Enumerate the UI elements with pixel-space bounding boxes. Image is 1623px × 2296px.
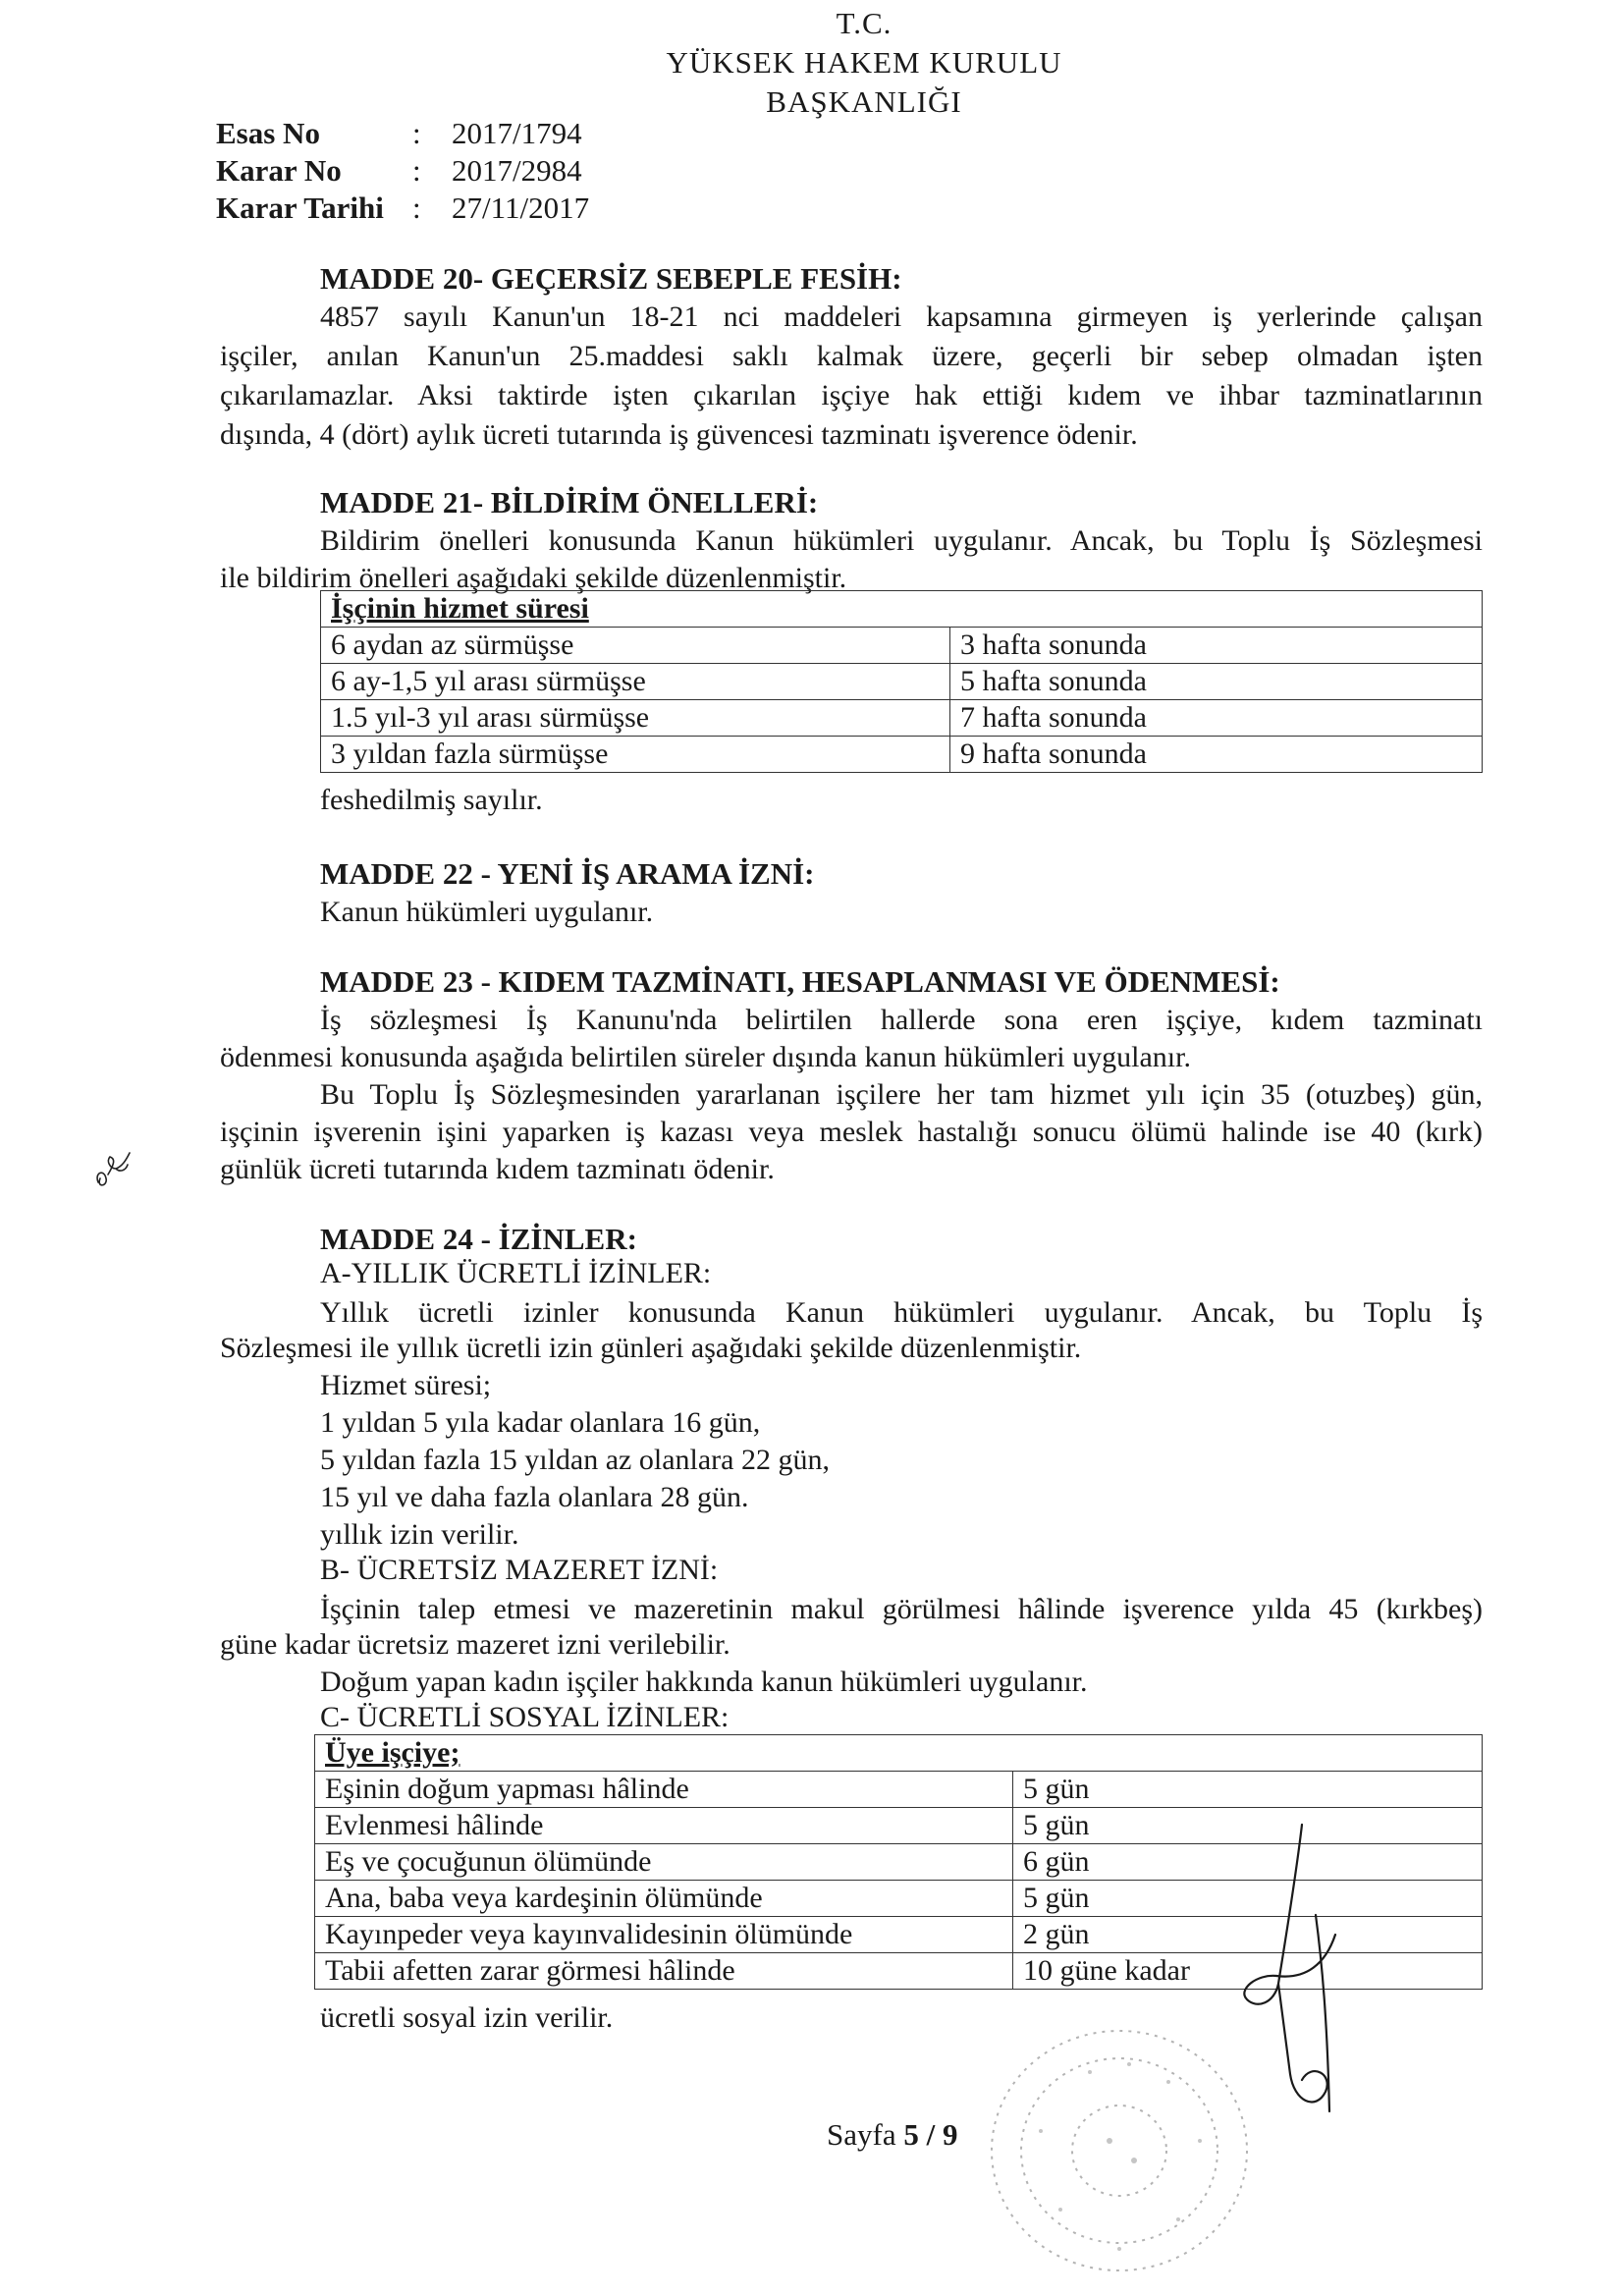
m20-line: çıkarılamazlar. Aksi taktirde işten çıkarılan işçiye hak ettiği kıdem ve ihbar tazminatlarının [220,379,1483,411]
table-row [321,664,1483,700]
meta-value: 2017/1794 [452,116,582,150]
m24-b-line: Doğum yapan kadın işçiler hakkında kanun hükümleri uygulanır. [320,1666,1088,1698]
margin-initials-mark [86,1139,145,1198]
table-cell-reason: Tabii afetten zarar görmesi hâlinde [315,1953,1013,1990]
m24-a-line: Sözleşmesi ile yıllık ücretli izin günleri aşağıdaki şekilde düzenlenmiştir. [220,1332,1082,1364]
meta-label: Karar Tarihi [216,191,384,225]
header-tc: T.C. [836,6,893,40]
m20-heading: MADDE 20- GEÇERSİZ SEBEPLE FESİH: [320,261,902,296]
table-header-row [315,1735,1483,1772]
meta-esas-no [216,116,582,151]
meta-sep: : [412,153,421,188]
m22-text: Kanun hükümleri uygulanır. [320,896,654,928]
m21-line: Bildirim önelleri konusunda Kanun hükümleri uygulanır. Ancak, bu Toplu İş Sözleşmesi [320,524,1483,557]
m22-heading: MADDE 22 - YENİ İŞ ARAMA İZNİ: [320,856,815,891]
table-cell-days: 5 gün [1013,1808,1483,1844]
m24-b-line: güne kadar ücretsiz mazeret izni verilebilir. [220,1628,730,1661]
m24-heading: MADDE 24 - İZİNLER: [320,1222,637,1256]
table-row [321,737,1483,773]
m23-line: ödenmesi konusunda aşağıda belirtilen süreler dışında kanun hükümleri uygulanır. [220,1041,1191,1073]
m24-a-title: A-YILLIK ÜCRETLİ İZİNLER: [320,1257,712,1289]
meta-karar-tarihi [216,191,589,226]
table-cell-reason: Eşinin doğum yapması hâlinde [315,1772,1013,1808]
m20-line: 4857 sayılı Kanun'un 18-21 nci maddeleri kapsamına girmeyen iş yerlerinde çalışan [320,301,1483,333]
m23-line: Bu Toplu İş Sözleşmesinden yararlanan işçilere her tam hizmet yılı için 35 (otuzbeş) gün, [320,1078,1483,1111]
m24-a-line: yıllık izin verilir. [320,1518,519,1551]
table-cell-duration: 3 yıldan fazla sürmüşse [321,737,950,773]
meta-label: Esas No [216,116,320,150]
m24-b-line: İşçinin talep etmesi ve mazeretinin makul görülmesi hâlinde işverence yılda 45 (kırkbeş) [320,1593,1483,1625]
m24-a-line: Hizmet süresi; [320,1369,492,1401]
m24-b-title: B- ÜCRETSİZ MAZERET İZNİ: [320,1554,719,1586]
table-header-cell [321,591,1483,628]
table-cell-reason: Evlenmesi hâlinde [315,1808,1013,1844]
table-cell-reason: Ana, baba veya kardeşinin ölümünde [315,1881,1013,1917]
m24-a-line: 5 yıldan fazla 15 yıldan az olanlara 22 gün, [320,1444,830,1476]
meta-label: Karar No [216,153,342,188]
table-cell-days: 5 gün [1013,1772,1483,1808]
table-header-text: Üye işçiye; [325,1736,460,1769]
table-cell-days: 6 gün [1013,1844,1483,1881]
table-cell-duration: 6 ay-1,5 yıl arası sürmüşse [321,664,950,700]
meta-karar-no [216,153,582,189]
m24-c-title: C- ÜCRETLİ SOSYAL İZİNLER: [320,1701,730,1733]
meta-sep: : [412,116,421,150]
m23-line: İş sözleşmesi İş Kanunu'nda belirtilen hallerde sona eren işçiye, kıdem tazminatı [320,1004,1483,1036]
table-cell-period: 3 hafta sonunda [950,628,1483,664]
table-row [315,1772,1483,1808]
notice-period-table [320,590,1483,773]
table-header-text: İşçinin hizmet süresi [331,592,589,625]
handwritten-signature [1217,1817,1375,2170]
page-value: 5 / 9 [903,2117,958,2152]
table-cell-days: 10 güne kadar [1013,1953,1483,1990]
table-cell-period: 7 hafta sonunda [950,700,1483,737]
table-cell-duration: 1.5 yıl-3 yıl arası sürmüşse [321,700,950,737]
m20-line: işçiler, anılan Kanun'un 25.maddesi saklı kalmak üzere, geçerli bir sebep olmadan işten [220,340,1483,372]
m24-a-line: 15 yıl ve daha fazla olanlara 28 gün. [320,1481,749,1513]
page-number [827,2117,957,2153]
meta-sep: : [412,191,421,225]
m23-line: günlük ücreti tutarında kıdem tazminatı ödenir. [220,1153,775,1185]
m23-line: işçinin işverenin işini yaparken iş kazası veya meslek hastalığı sonucu ölümü halinde ise 40 (kırk) [220,1116,1483,1148]
m24-a-line: 1 yıldan 5 yıla kadar olanlara 16 gün, [320,1406,761,1439]
m21-after: feshedilmiş sayılır. [320,784,543,816]
table-row [321,628,1483,664]
table-cell-reason: Kayınpeder veya kayınvalidesinin ölümünde [315,1917,1013,1953]
m23-heading: MADDE 23 - KIDEM TAZMİNATI, HESAPLANMASI VE ÖDENMESİ: [320,964,1280,999]
m24-c-after: ücretli sosyal izin verilir. [320,2001,614,2034]
meta-value: 2017/2984 [452,153,582,188]
m24-a-line: Yıllık ücretli izinler konusunda Kanun hükümleri uygulanır. Ancak, bu Toplu İş [320,1296,1483,1329]
page-label: Sayfa [827,2117,896,2152]
header-institution: YÜKSEK HAKEM KURULU [666,45,1062,80]
table-cell-reason: Eş ve çocuğunun ölümünde [315,1844,1013,1881]
header-presidency: BAŞKANLIĞI [766,84,962,119]
table-row [321,700,1483,737]
table-cell-period: 5 hafta sonunda [950,664,1483,700]
m21-heading: MADDE 21- BİLDİRİM ÖNELLERİ: [320,485,819,519]
m21-line: ile bildirim önelleri aşağıdaki şekilde düzenlenmiştir. [220,562,847,594]
table-cell-period: 9 hafta sonunda [950,737,1483,773]
table-cell-duration: 6 aydan az sürmüşse [321,628,950,664]
m20-line: dışında, 4 (dört) aylık ücreti tutarında iş güvencesi tazminatı işverence ödenir. [220,418,1138,451]
table-cell-days: 2 gün [1013,1917,1483,1953]
table-cell-days: 5 gün [1013,1881,1483,1917]
table-header-row [321,591,1483,628]
table-header-cell [315,1735,1483,1772]
meta-value: 27/11/2017 [452,191,590,225]
